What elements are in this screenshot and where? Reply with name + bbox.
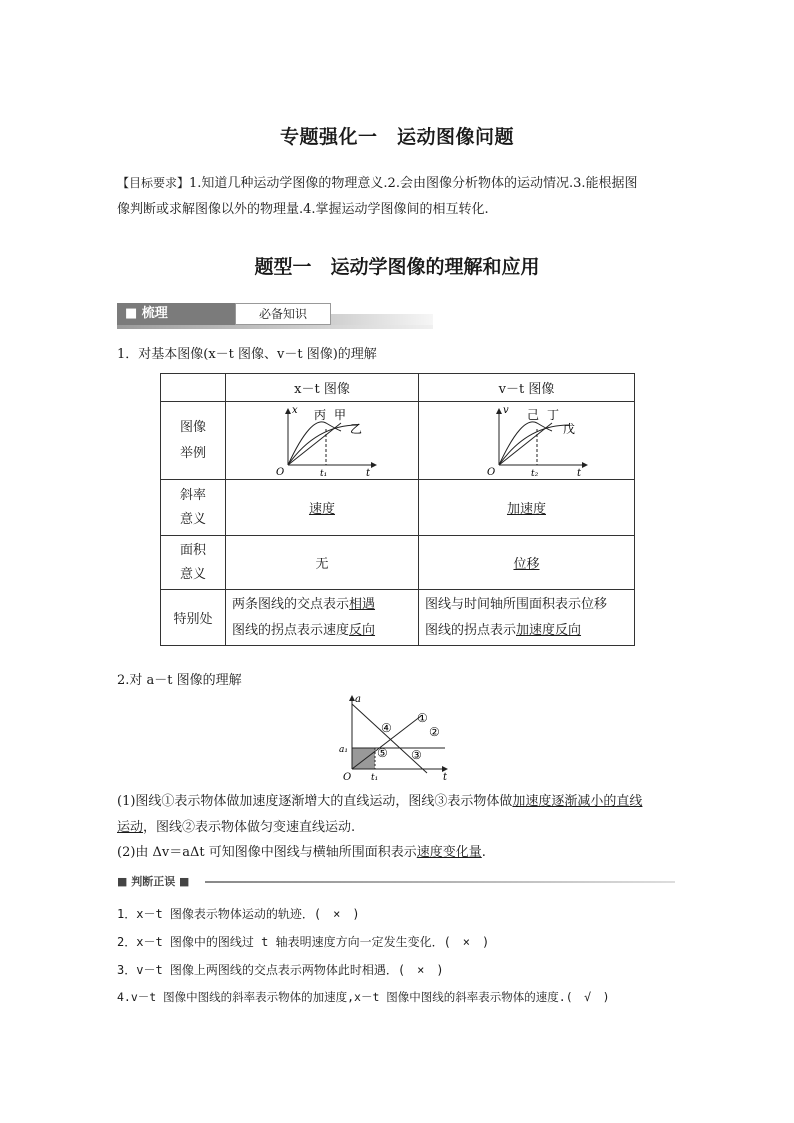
xt-origin: O (276, 466, 285, 478)
at-label-2: ② (429, 725, 440, 739)
at-tick-t1: t₁ (371, 773, 379, 783)
row-special-label: 特别处 (161, 590, 226, 646)
at-label-1: ① (417, 711, 428, 725)
xt-axis-x-label: t (366, 467, 371, 479)
page-title: 专题强化一 运动图像问题 (279, 126, 514, 148)
vt-graph-cell (419, 402, 635, 480)
row-area-label: 面积 意义 (161, 536, 226, 590)
judge-item-2: 2．x－t 图像中的图线过 t 轴表明速度方向一定发生变化．( × ) (117, 935, 490, 949)
xt-label-bing: 丙 (314, 407, 327, 422)
comparison-table (160, 373, 635, 646)
para-1: (1)图线①表示物体做加速度逐渐增大的直线运动，图线③表示物体做加速度逐渐减小的直线 运动，图线②表示物体做匀变速直线运动. (117, 794, 643, 835)
judge-header (117, 868, 683, 888)
banner-tab-knowledge: 必备知识 (235, 303, 331, 325)
row-slope-label: 斜率 意义 (161, 480, 226, 536)
section-banner (117, 303, 433, 329)
goal-requirements (117, 170, 683, 223)
goal-tag: 【目标要求】 (117, 176, 190, 190)
xt-label-jia: 甲 (334, 407, 347, 422)
judge-item-3: 3．v－t 图像上两图线的交点表示两物体此时相遇．( × ) (117, 963, 444, 977)
xt-label-yi: 乙 (350, 421, 363, 436)
row-example-label: 图像 举例 (161, 402, 226, 480)
vt-graph (419, 403, 634, 479)
para-2: (2)由 Δv＝aΔt 可知图像中图线与横轴所围面积表示速度变化量. (117, 845, 486, 860)
judge-item-1: 1．x－t 图像表示物体运动的轨迹．( × ) (117, 907, 360, 921)
area-xt-value: 无 (226, 536, 419, 590)
special-xt: 两条图线的交点表示相遇 图线的拐点表示速度反向 (226, 590, 419, 646)
xt-tick: t₁ (320, 468, 328, 479)
vt-label-wu: 戊 (563, 421, 576, 436)
at-label-4: ④ (381, 721, 392, 735)
item-1-heading: 1．对基本图像(x－t 图像、v－t 图像)的理解 (117, 347, 377, 362)
vt-tick: t₂ (531, 468, 539, 479)
area-vt-value: 位移 (513, 557, 540, 572)
vt-origin: O (487, 466, 496, 478)
slope-xt-value: 速度 (308, 502, 335, 517)
head-xt: x－t 图像 (226, 374, 419, 402)
at-tick-a1: a₁ (339, 745, 348, 755)
xt-graph (226, 403, 418, 479)
goal-line-1: 1.知道几种运动学图像的物理意义.2.会由图像分析物体的运动情况.3.能根据图 (189, 176, 638, 191)
at-axis-y-label: a (355, 694, 361, 705)
banner-shade (117, 325, 433, 329)
item-2-heading: 2.对 a－t 图像的理解 (117, 673, 242, 688)
slope-vt-value: 加速度 (506, 502, 546, 517)
vt-label-ding: 丁 (547, 407, 560, 422)
at-axis-x-label: t (443, 772, 448, 783)
at-graph (335, 690, 465, 785)
judge-item-4: 4.v－t 图像中图线的斜率表示物体的加速度,x－t 图像中图线的斜率表示物体的速度.( √ ) (117, 990, 610, 1004)
table-corner (161, 374, 226, 402)
section-title: 题型一 运动学图像的理解和应用 (254, 256, 540, 278)
at-origin: O (343, 772, 352, 783)
at-label-5: ⑤ (377, 746, 388, 760)
banner-tab-sort: ■ 梳理 (117, 303, 235, 325)
vt-label-ji: 己 (527, 407, 540, 422)
head-vt: v－t 图像 (419, 374, 635, 402)
xt-axis-y-label: x (292, 404, 298, 416)
judge-title: ■ 判断正误 ■ (117, 875, 190, 888)
vt-axis-y-label: v (503, 404, 509, 416)
goal-line-2: 像判断或求解图像以外的物理量.4.掌握运动学图像间的相互转化. (117, 202, 489, 217)
special-vt: 图线与时间轴所围面积表示位移 图线的拐点表示加速度反向 (419, 590, 635, 646)
vt-axis-x-label: t (577, 467, 582, 479)
xt-graph-cell (226, 402, 419, 480)
at-label-3: ③ (411, 748, 422, 762)
banner-shade-top (331, 314, 433, 325)
judge-rule (205, 881, 675, 883)
